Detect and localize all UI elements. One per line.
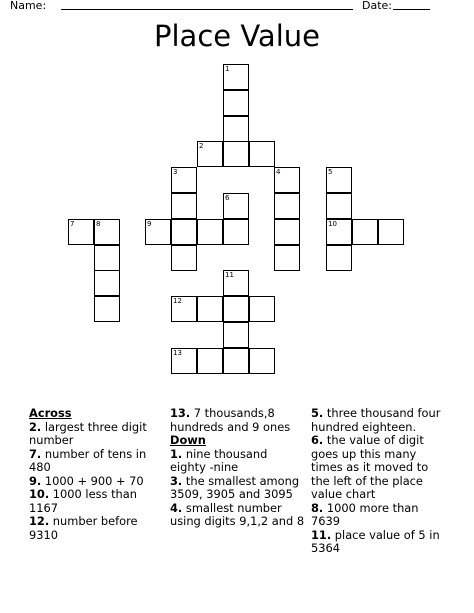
- crossword-cell[interactable]: [326, 219, 352, 245]
- clue-item-number: 5.: [311, 406, 324, 420]
- clue-item: [311, 407, 447, 434]
- clue-item-number: 8.: [311, 500, 324, 515]
- crossword-cell[interactable]: [223, 296, 249, 322]
- clue-item-text: place value of 5 in 5364: [311, 527, 440, 555]
- clue-item: [29, 421, 161, 448]
- clue-item-number: 6.: [311, 433, 324, 447]
- clue-item-number: 7.: [29, 446, 42, 461]
- clue-number: 6: [225, 194, 230, 202]
- clue-item: [311, 434, 447, 502]
- crossword-cell[interactable]: [378, 219, 404, 245]
- clues-column-2: [170, 407, 305, 529]
- clue-item-text: the smallest among 3509, 3905 and 3095: [170, 473, 300, 501]
- down-clues-list-continued: [311, 407, 447, 556]
- clue-item-text: number before 9310: [29, 514, 138, 542]
- crossword-cell[interactable]: [326, 193, 352, 219]
- crossword-cell[interactable]: [223, 193, 249, 219]
- crossword-cell[interactable]: [223, 219, 249, 245]
- crossword-cell[interactable]: [171, 296, 197, 322]
- clue-number: 11: [225, 271, 234, 279]
- clue-number: 10: [328, 220, 337, 228]
- crossword-cell[interactable]: [171, 348, 197, 374]
- crossword-cell[interactable]: [197, 219, 223, 245]
- clue-item-number: 13.: [170, 406, 191, 420]
- down-heading: Down: [170, 433, 206, 447]
- across-clues-list-continued: [170, 407, 305, 434]
- clues-column-3: [311, 407, 447, 556]
- crossword-cell[interactable]: [171, 193, 197, 219]
- clue-item-number: 4.: [170, 500, 183, 515]
- clue-item: [170, 407, 305, 434]
- clue-item-number: 3.: [170, 473, 183, 488]
- clue-number: 7: [70, 220, 75, 228]
- crossword-cell[interactable]: [197, 348, 223, 374]
- crossword-cell[interactable]: [223, 64, 249, 90]
- crossword-cell[interactable]: [223, 322, 249, 348]
- crossword-cell[interactable]: [223, 116, 249, 142]
- clue-item-text: 7 thousands,8 hundreds and 9 ones: [170, 406, 291, 434]
- crossword-cell[interactable]: [171, 219, 197, 245]
- crossword-cell[interactable]: [94, 270, 120, 296]
- crossword-cell[interactable]: [94, 219, 120, 245]
- clue-item: [29, 448, 161, 475]
- clue-number: 12: [173, 297, 182, 305]
- crossword-cell[interactable]: [274, 167, 300, 193]
- clue-item-number: 9.: [29, 473, 42, 488]
- clue-number: 3: [173, 168, 178, 176]
- clue-item-number: 2.: [29, 419, 42, 434]
- crossword-cell[interactable]: [274, 193, 300, 219]
- clue-item: [170, 502, 305, 529]
- clue-item-text: three thousand four hundred eighteen.: [311, 406, 441, 434]
- clue-item-number: 11.: [311, 527, 332, 542]
- crossword-cell[interactable]: [171, 245, 197, 271]
- clue-item: [29, 475, 161, 489]
- clue-number: 8: [96, 220, 101, 228]
- clue-number: 2: [199, 142, 204, 150]
- crossword-cell[interactable]: [68, 219, 94, 245]
- crossword-cell[interactable]: [249, 296, 275, 322]
- clue-item-text: 1000 + 900 + 70: [41, 473, 144, 488]
- clue-number: 13: [173, 349, 182, 357]
- crossword-cell[interactable]: [145, 219, 171, 245]
- crossword-cell[interactable]: [94, 245, 120, 271]
- crossword-cell[interactable]: [171, 167, 197, 193]
- crossword-cell[interactable]: [223, 270, 249, 296]
- crossword-cell[interactable]: [326, 245, 352, 271]
- clues-column-1: [29, 407, 161, 542]
- clue-number: 1: [225, 65, 230, 73]
- down-clues-list: [170, 448, 305, 529]
- crossword-cell[interactable]: [274, 245, 300, 271]
- clue-item-text: smallest number using digits 9,1,2 and 8: [170, 500, 305, 528]
- clue-item-text: the value of digit goes up this many times as it moved to the left of the place value chart: [311, 433, 429, 501]
- name-label: Name:: [10, 0, 47, 12]
- crossword-cell[interactable]: [223, 141, 249, 167]
- crossword-cell[interactable]: [197, 296, 223, 322]
- crossword-cell[interactable]: [223, 90, 249, 116]
- page-title: Place Value: [154, 19, 320, 53]
- clue-item-text: number of tens in 480: [29, 446, 147, 474]
- date-label: Date:: [362, 0, 392, 12]
- across-clues-list: [29, 421, 161, 543]
- across-heading: Across: [29, 406, 72, 420]
- crossword-cell[interactable]: [94, 296, 120, 322]
- clue-item: [311, 502, 447, 529]
- clue-item: [29, 515, 161, 542]
- clue-number: 5: [328, 168, 333, 176]
- crossword-cell[interactable]: [326, 167, 352, 193]
- clue-item-number: 1.: [170, 446, 183, 461]
- clue-item-text: 1000 more than 7639: [311, 500, 419, 528]
- clue-item: [311, 529, 447, 556]
- crossword-cell[interactable]: [274, 219, 300, 245]
- clue-item: [29, 488, 161, 515]
- clue-item: [170, 448, 305, 475]
- clue-item-text: largest three digit number: [29, 419, 147, 447]
- clue-item: [170, 475, 305, 502]
- clue-number: 4: [276, 168, 281, 176]
- crossword-cell[interactable]: [249, 348, 275, 374]
- clue-number: 9: [147, 220, 152, 228]
- crossword-cell[interactable]: [197, 141, 223, 167]
- crossword-cell[interactable]: [249, 141, 275, 167]
- crossword-cell[interactable]: [352, 219, 378, 245]
- clue-item-text: nine thousand eighty -nine: [170, 446, 268, 474]
- clue-item-number: 12.: [29, 514, 50, 528]
- clue-item-number: 10.: [29, 487, 50, 501]
- clue-item-text: 1000 less than 1167: [29, 487, 137, 515]
- crossword-cell[interactable]: [223, 348, 249, 374]
